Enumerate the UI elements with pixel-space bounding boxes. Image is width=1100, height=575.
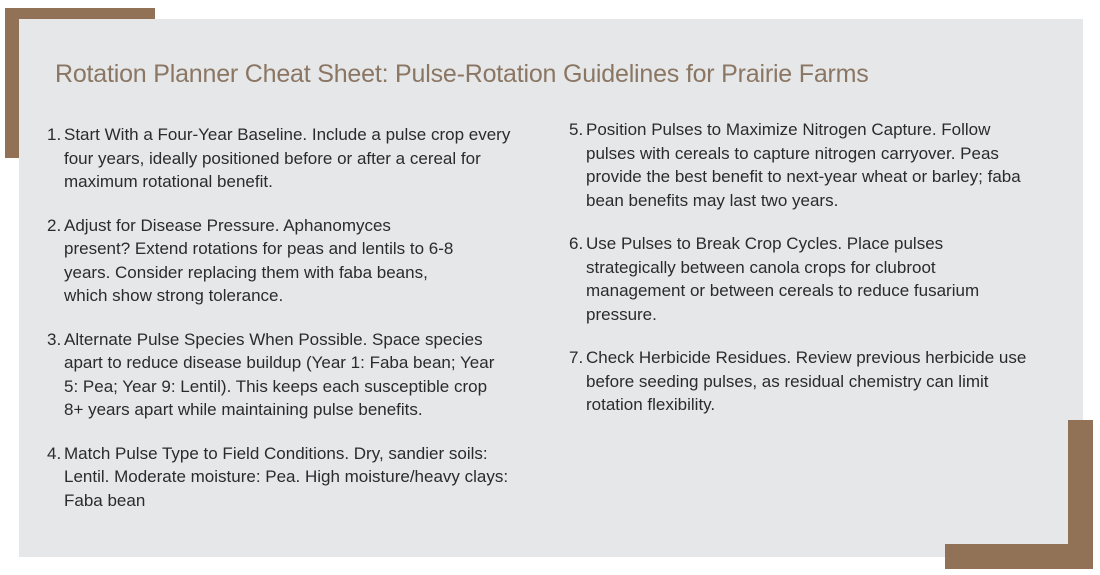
guidelines-column-left xyxy=(47,123,517,532)
item-text: Position Pulses to Maximize Nitrogen Capture. Follow pulses with cereals to capture nitrogen carryover. Peas provide the best benefit to next-year wheat or barley; faba bean benefits may last two years. xyxy=(586,120,1021,210)
item-number: 6. xyxy=(569,234,584,253)
guideline-item-2 xyxy=(47,214,517,308)
guideline-item-7 xyxy=(569,346,1029,417)
item-number: 4. xyxy=(47,443,62,463)
item-text: Alternate Pulse Species When Possible. Space species apart to reduce disease buildup (Year 1: Faba bean; Year 5: Pea; Year 9: Lentil). This keeps each susceptible crop 8+ years apart while maintaining pulse benefits. xyxy=(64,329,495,419)
item-number: 1. xyxy=(47,125,62,144)
guideline-item-1 xyxy=(47,123,517,194)
corner-bracket-bottom-right xyxy=(945,420,1093,569)
item-number: 5. xyxy=(569,120,584,139)
guidelines-column-right xyxy=(569,118,1029,437)
guideline-item-4 xyxy=(47,442,517,513)
item-text: Adjust for Disease Pressure. Aphanomyces present? Extend rotations for peas and lentils to 6-8 years. Consider replacing them with faba beans, which show strong tolerance. xyxy=(64,215,454,305)
item-number: 2. xyxy=(47,215,62,235)
guideline-item-6 xyxy=(569,232,1029,326)
item-number: 7. xyxy=(569,348,584,367)
item-text: Use Pulses to Break Crop Cycles. Place pulses strategically between canola crops for clubroot management or between cereals to reduce fusarium pressure. xyxy=(586,234,980,324)
guideline-item-5 xyxy=(569,118,1029,212)
page-title: Rotation Planner Cheat Sheet: Pulse-Rotation Guidelines for Prairie Farms xyxy=(55,60,869,88)
item-text: Check Herbicide Residues. Review previous herbicide use before seeding pulses, as residual chemistry can limit rotation flexibility. xyxy=(586,348,1027,414)
item-number: 3. xyxy=(47,329,62,349)
item-text: Start With a Four-Year Baseline. Include a pulse crop every four years, ideally positioned before or after a cereal for maximum rotational benefit. xyxy=(64,125,511,191)
item-text: Match Pulse Type to Field Conditions. Dry, sandier soils: Lentil. Moderate moisture: Pea. High moisture/heavy clays: Faba bean xyxy=(64,443,509,510)
guideline-item-3 xyxy=(47,328,517,422)
